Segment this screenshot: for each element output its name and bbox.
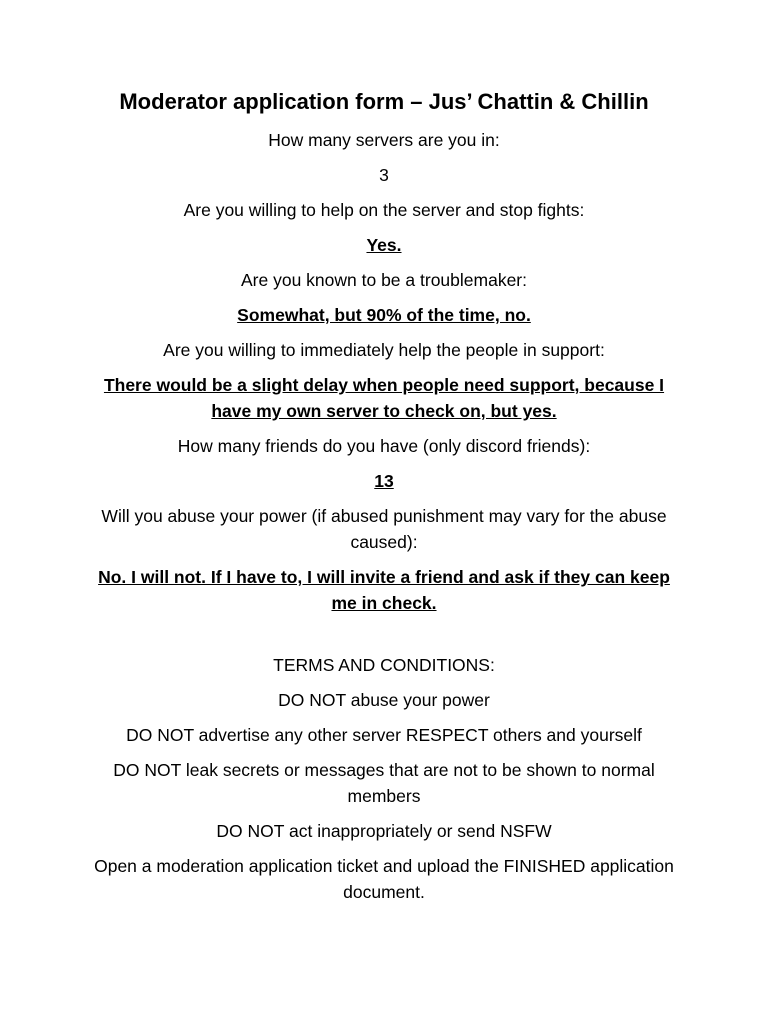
spacer (92, 625, 676, 652)
terms-item: DO NOT leak secrets or messages that are not to be shown to normal members (113, 760, 655, 806)
answer-troublemaker: Somewhat, but 90% of the time, no. (237, 305, 531, 325)
terms-item: DO NOT abuse your power (278, 690, 490, 710)
answer-servers: 3 (379, 165, 389, 185)
question-abuse: Will you abuse your power (if abused punishment may vary for the abuse caused): (101, 506, 667, 552)
terms-item: DO NOT advertise any other server RESPECT others and yourself (126, 725, 642, 745)
answer-friends: 13 (374, 471, 394, 491)
question-servers: How many servers are you in: (268, 130, 500, 150)
question-help: Are you willing to help on the server and stop fights: (183, 200, 585, 220)
answer-abuse: No. I will not. If I have to, I will invite a friend and ask if they can keep me in check. (98, 567, 670, 613)
answer-support: There would be a slight delay when people need support, because I have my own server to check on, but yes. (103, 375, 665, 421)
terms-item: Open a moderation application ticket and upload the FINISHED application document. (94, 856, 674, 902)
terms-heading: TERMS AND CONDITIONS: (273, 655, 495, 675)
terms-item: DO NOT act inappropriately or send NSFW (216, 821, 552, 841)
answer-help: Yes. (366, 235, 402, 255)
question-support: Are you willing to immediately help the people in support: (163, 340, 605, 360)
question-friends: How many friends do you have (only discord friends): (177, 436, 591, 456)
form-title: Moderator application form – Jus’ Chattin & Chillin (119, 89, 649, 114)
question-troublemaker: Are you known to be a troublemaker: (241, 270, 527, 290)
